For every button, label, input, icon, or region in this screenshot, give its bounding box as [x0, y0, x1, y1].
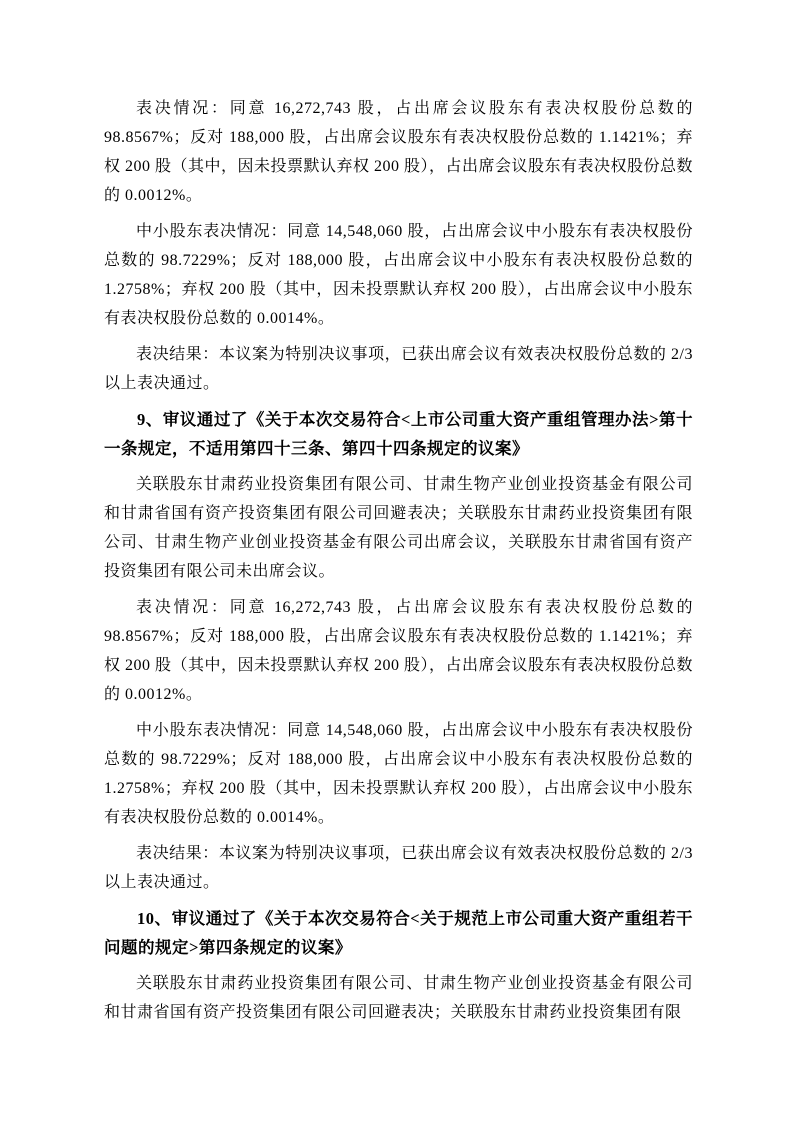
voting-result-paragraph-item8: 表决结果：本议案为特别决议事项，已获出席会议有效表决权股份总数的 2/3 以上表决通过。 [104, 346, 693, 392]
voting-status-paragraph-item9: 表决情况：同意 16,272,743 股，占出席会议股东有表决权股份总数的 98.8567%；反对 188,000 股，占出席会议股东有表决权股份总数的 1.1421%；弃权 200 股（其中，因未投票默认弃权 200 股），占出席会议股东有表决权股份总数的 0.0012%。 [104, 599, 694, 703]
voting-result-paragraph-item9: 表决结果：本议案为特别决议事项，已获出席会议有效表决权股份总数的 2/3 以上表决通过。 [104, 845, 693, 891]
resolution-10-heading: 10、审议通过了《关于本次交易符合<关于规范上市公司重大资产重组若干问题的规定>第四条规定的议案》 [104, 909, 693, 957]
minority-shareholder-voting-paragraph-item9: 中小股东表决情况：同意 14,548,060 股，占出席会议中小股东有表决权股份总数的 98.7229%；反对 188,000 股，占出席会议中小股东有表决权股份总数的 1.2758%；弃权 200 股（其中，因未投票默认弃权 200 股），占出席会议中小股东有表决权股份总数的 0.0014%。 [104, 722, 693, 826]
resolution-9-heading: 9、审议通过了《关于本次交易符合<上市公司重大资产重组管理办法>第十一条规定，不适用第四十三条、第四十四条规定的议案》 [104, 410, 693, 458]
related-shareholders-abstain-paragraph-item10: 关联股东甘肃药业投资集团有限公司、甘肃生物产业创业投资基金有限公司和甘肃省国有资产投资集团有限公司回避表决；关联股东甘肃药业投资集团有限 [104, 975, 693, 1021]
minority-shareholder-voting-paragraph-item8: 中小股东表决情况：同意 14,548,060 股，占出席会议中小股东有表决权股份总数的 98.7229%；反对 188,000 股，占出席会议中小股东有表决权股份总数的 1.2758%；弃权 200 股（其中，因未投票默认弃权 200 股），占出席会议中小股东有表决权股份总数的 0.0014%。 [104, 223, 693, 327]
voting-status-paragraph-item8: 表决情况：同意 16,272,743 股，占出席会议股东有表决权股份总数的 98.8567%；反对 188,000 股，占出席会议股东有表决权股份总数的 1.1421%；弃权 200 股（其中，因未投票默认弃权 200 股），占出席会议股东有表决权股份总数的 0.0012%。 [104, 100, 694, 204]
related-shareholders-abstain-paragraph-item9: 关联股东甘肃药业投资集团有限公司、甘肃生物产业创业投资基金有限公司和甘肃省国有资产投资集团有限公司回避表决；关联股东甘肃药业投资集团有限公司、甘肃生物产业创业投资基金有限公司出席会议，关联股东甘肃省国有资产投资集团有限公司未出席会议。 [104, 476, 693, 580]
